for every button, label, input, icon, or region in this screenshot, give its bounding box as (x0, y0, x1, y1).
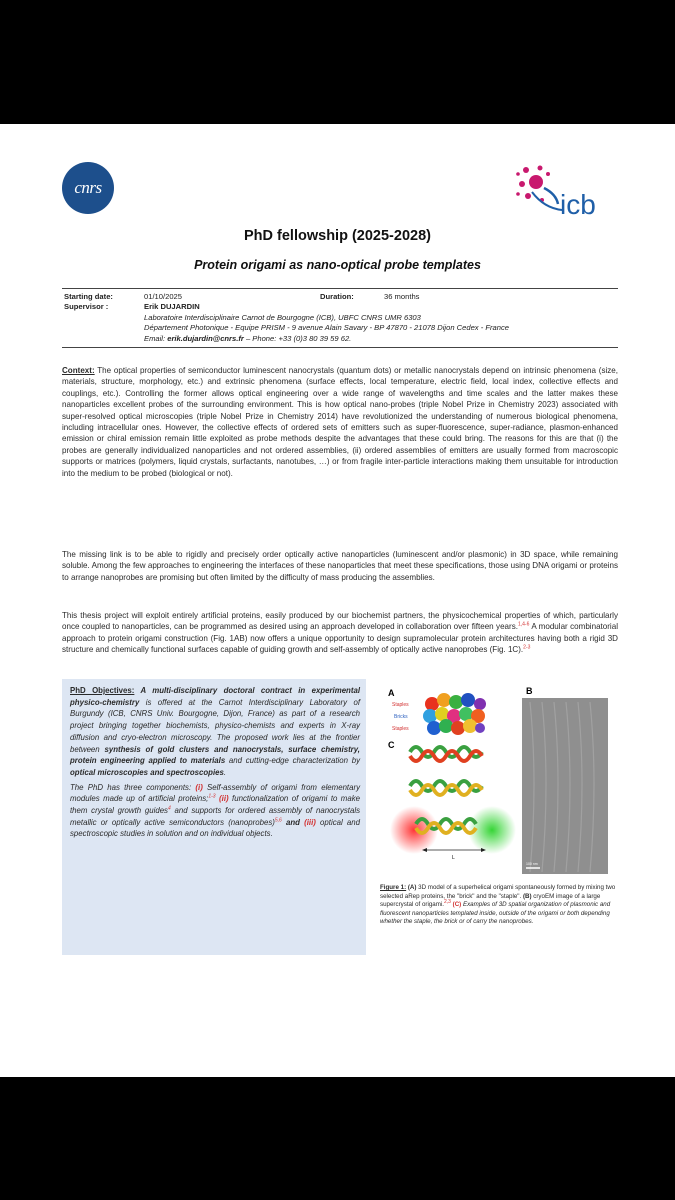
svg-text:Staples: Staples (392, 702, 409, 708)
figure-1 (380, 682, 616, 880)
position-metadata: Starting date: 01/10/2025 Duration: 36 months Supervisor : Erik DUJARDIN Laboratoire Interdisciplinaire Carnot de Bourgogne (ICB), UBFC CNRS UMR 6303 Département Photonique - Equipe PRISM - 9 avenue Alain Savary - BP 47870 - 21078 Dijon Cedex - France Email: erik.dujardin@cnrs.fr – Phone: +33 (0)3 80 39 59 62. (62, 288, 618, 348)
nanoparticle-helix-1 (410, 747, 482, 761)
figure-caption: Figure 1: (A) 3D model of a superhelical origami spontaneously formed by mixing two selected aRep proteins, the "brick" and the "staple". (B) cryoEM image of a large supercrystal of origami.$^{2,3}$ (C) Examples of 3D spatial organization of plasmonic and fluorescent nanoparticles templated inside, outside of the origami or both depending whether the staple, the brick or of carry the nanoprobes. (380, 884, 616, 926)
page-subtitle: Protein origami as nano-optical probe templates (194, 258, 481, 272)
supervisor-email[interactable]: erik.dujardin@cnrs.fr (167, 333, 244, 343)
svg-text:Staples: Staples (392, 726, 409, 732)
supervisor-name: Erik DUJARDIN (144, 302, 200, 312)
svg-text:L: L (452, 855, 455, 861)
missing-link-paragraph: The missing link is to be able to rigidly and precisely order optically active nanoparticles (luminescent and/or plasmonic) in 3D space, while remaining soluble. Among the few approaches to engineering the interfaces of these nanoparticles that meet these specifications, those using DNA origami or proteins to arrange nanoprobes are promising but often limited by the difficulty of mass producing the assemblies. (62, 550, 618, 582)
objectives-text: PhD Objectives: A multi-disciplinary doctoral contract in experimental physico-chemistry is offered at the Carnot Interdisciplinary Laboratory of Burgundy (ICB, CNRS Univ. Bourgogne, Dijon, France) as part of a research project bringing together biochemists, physico-chemists and experts in X-ray diffusion and cryo-electron microscopy. The proposed work lies at the frontier between synthesis of gold clusters and nanocrystals, surface chemistry, protein engineering applied to materials and cutting-edge characterization by optical microscopies and spectroscopies. The PhD has three components: (i) Self-assembly of origami from elementary modules made up of artificial proteins;$^{1-3}$ (ii) functionalization of origami to make them crystal growth guides$^4$ and supports for ordered assembly of nanocrystals metallic or optically active semiconductors (nanoprobes)$^{5,6}$ and (iii) optical and spectroscopic studies in solution and on individual objects. (70, 686, 361, 839)
starting-date: 01/10/2025 (144, 292, 183, 301)
duration: 36 months (384, 292, 420, 301)
nanoparticle-helix-2 (410, 781, 482, 795)
page-title: PhD fellowship (2025-2028) (244, 228, 431, 244)
context-paragraph: Context: The optical properties of semiconductor luminescent nanocrystals (quantum dots) or metallic nanocrystals depend on intrinsic phenomena (size, materials, structure, morphology, etc.) and extrinsic phenomena (surface effects, local temperature, electric field, local index, collective effects and couplings, etc.). Controlling the former allows optical engineering over a wide range of wavelengths and time scales and the latter makes these nanoparticles excellent probes of the surrounding environment. This is how optical nano-probes (triple Nobel Prize in Chemistry 2023) associated with super-resolved optical microscopies (triple Nobel Prize in Chemistry 2014) have revolutionized the understanding of numerous biological phenomena, including intracellular ones. However, the collective effects of ordered sets of emitters such as super-fluorescence, super-radiance, plasmon-enhanced emission or chiral emission remain little exploited as probe methods despite the advantages that these could bring. The reasons for this are that (i) the probes are generally individualized nanoparticles and not ordered assemblies, (ii) ordered assemblies of emitters are usually formed from macroscopic supports or matrices (polymers, liquid crystals, surfactants, nanotubes, …) or from fragile inter-particle interactions making them unsuitable for introduction into the medium to be probed (biological or not). (62, 366, 618, 478)
svg-text:icb: icb (560, 189, 596, 218)
svg-text:100 nm: 100 nm (526, 862, 538, 866)
svg-text:C: C (388, 740, 395, 750)
thesis-paragraph: This thesis project will exploit entirely artificial proteins, easily produced by our biochemist partners, the physicochemical properties of which, particularly once coupled to nanoparticles, can be programmed as desired using an approach developed in collaboration over fifteen years.$^{1,4-6}$ A modular combinatorial approach to protein origami construction (Fig. 1AB) now offers a unique opportunity to design supramolecular protein architectures having both a rigid 3D structure and chemically functional surfaces capable of guiding growth and self-assembly of optically active nanoprobes (Fig. 1C).$^{2-3}$ (62, 611, 618, 655)
document-page (0, 124, 675, 1077)
icb-logo (514, 160, 614, 218)
objectives-box (62, 679, 366, 955)
origami-model (423, 693, 486, 735)
svg-text:B: B (526, 686, 533, 696)
svg-text:A: A (388, 688, 395, 698)
cnrs-logo: cnrs (62, 162, 114, 214)
svg-text:Bricks: Bricks (394, 714, 408, 720)
